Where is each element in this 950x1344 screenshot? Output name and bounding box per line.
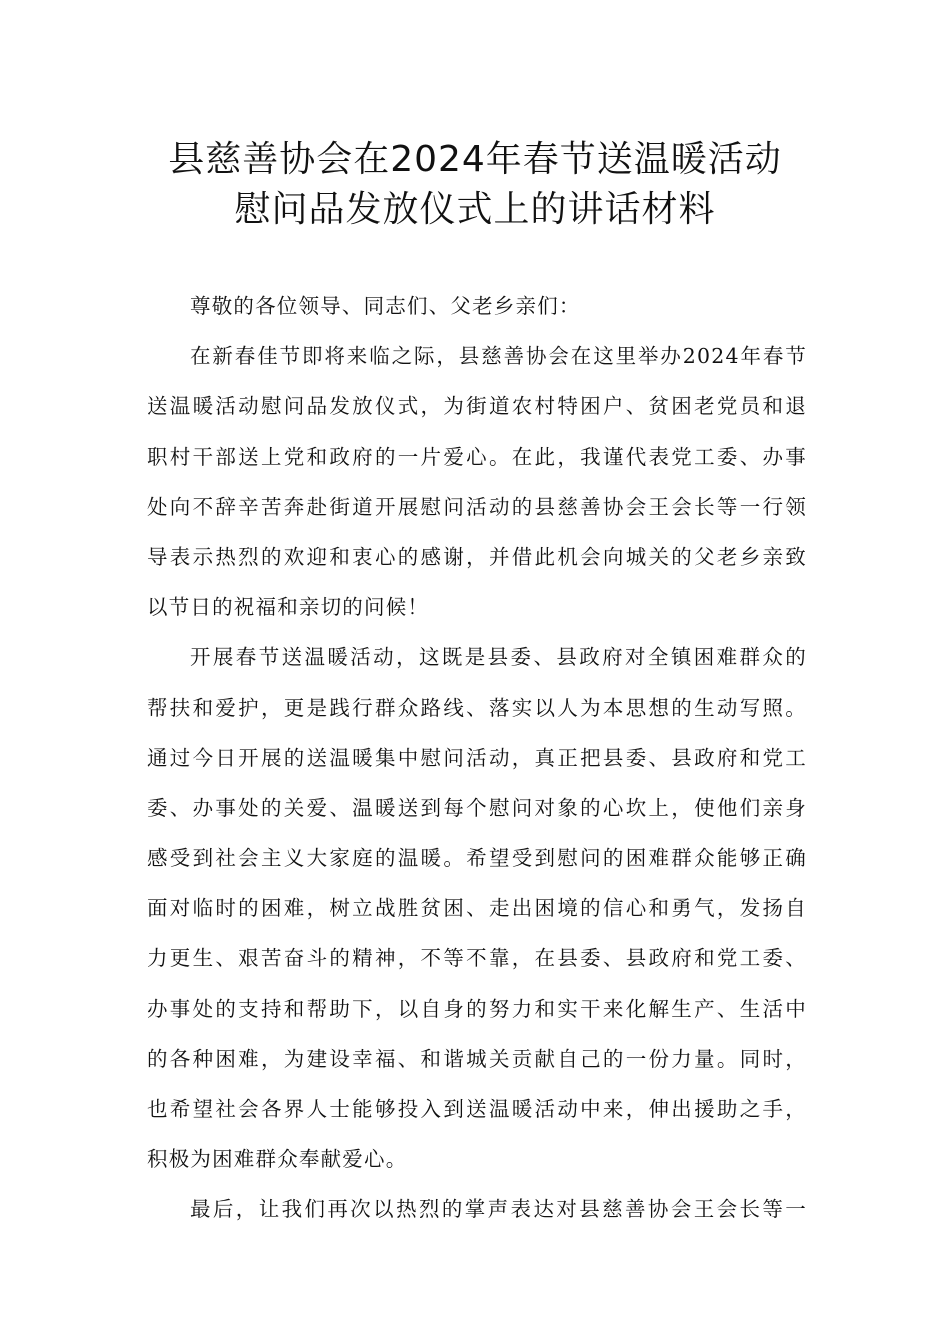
body-line: 面对临时的困难，树立战胜贫困、走出困境的信心和勇气，发扬自 <box>147 896 807 921</box>
document-title-line-1: 县慈善协会在2024年春节送温暖活动 <box>168 139 782 180</box>
body-line: 办事处的支持和帮助下，以自身的努力和实干来化解生产、生活中 <box>147 996 807 1021</box>
body-line: 开展春节送温暖活动，这既是县委、县政府对全镇困难群众的 <box>190 645 807 670</box>
body-line: 帮扶和爱护，更是践行群众路线、落实以人为本思想的生动写照。 <box>147 695 807 720</box>
document-body <box>147 281 807 1235</box>
body-line: 积极为困难群众奉献爱心。 <box>147 1147 408 1172</box>
body-line: 也希望社会各界人士能够投入到送温暖活动中来，伸出援助之手， <box>147 1097 807 1121</box>
body-line: 处向不辞辛苦奔赴街道开展慰问活动的县慈善协会王会长等一行领 <box>147 494 807 519</box>
body-line: 最后，让我们再次以热烈的掌声表达对县慈善协会王会长等一 <box>190 1197 807 1222</box>
body-line: 送温暖活动慰问品发放仪式，为街道农村特困户、贫困老党员和退 <box>147 394 807 419</box>
body-line: 导表示热烈的欢迎和衷心的感谢，并借此机会向城关的父老乡亲致 <box>147 544 807 569</box>
body-line: 职村干部送上党和政府的一片爱心。在此，我谨代表党工委、办事 <box>147 444 807 469</box>
body-line: 通过今日开展的送温暖集中慰问活动，真正把县委、县政府和党工 <box>147 745 807 770</box>
body-line: 委、办事处的关爱、温暖送到每个慰问对象的心坎上，使他们亲身 <box>147 795 807 820</box>
salutation-line: 尊敬的各位领导、同志们、父老乡亲们： <box>190 294 581 318</box>
body-line: 的各种困难，为建设幸福、和谐城关贡献自己的一份力量。同时， <box>147 1046 807 1071</box>
body-line: 在新春佳节即将来临之际，县慈善协会在这里举办2024年春节 <box>190 344 807 369</box>
body-line: 感受到社会主义大家庭的温暖。希望受到慰问的困难群众能够正确 <box>147 846 807 871</box>
body-line: 以节日的祝福和亲切的问候！ <box>147 595 430 620</box>
body-line: 力更生、艰苦奋斗的精神，不等不靠，在县委、县政府和党工委、 <box>147 946 807 971</box>
document-title-line-2: 慰问品发放仪式上的讲话材料 <box>234 189 716 230</box>
